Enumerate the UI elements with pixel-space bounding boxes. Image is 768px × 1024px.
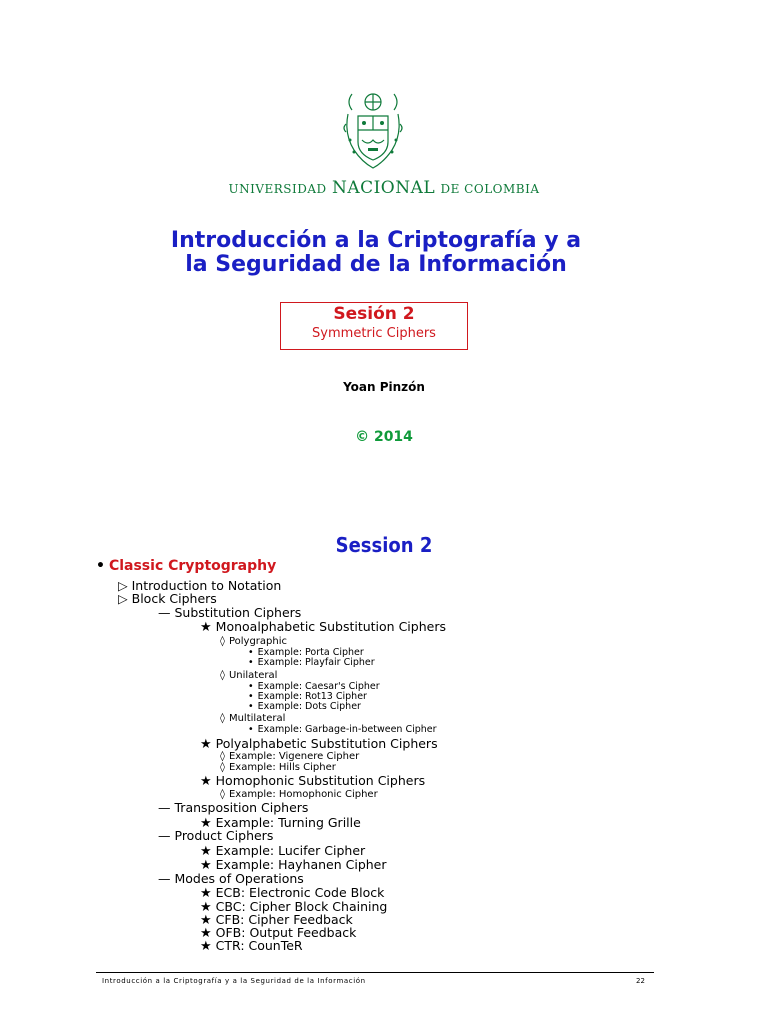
- session-label: Sesión 2: [333, 304, 415, 324]
- outline-item-text: Polyalphabetic Substitution Ciphers: [215, 736, 438, 751]
- session-heading: Session 2: [335, 533, 433, 557]
- outline-item-text: Introduction to Notation: [131, 578, 282, 593]
- outline-bullet-icon: ◊: [220, 713, 225, 724]
- university-suffix: DE COLOMBIA: [440, 182, 540, 196]
- copyright-symbol: ©: [355, 429, 370, 445]
- outline-item-text: Substitution Ciphers: [174, 605, 302, 620]
- outline-item-text: Example: Playfair Cipher: [257, 657, 375, 668]
- presentation-title-line2: la Seguridad de la Información: [185, 252, 567, 277]
- presentation-title-line1: Introducción a la Criptografía y a: [170, 228, 582, 253]
- outline-bullet-icon: ▷: [118, 578, 128, 593]
- outline-bullet-icon: ★: [200, 620, 212, 635]
- outline-item-level-2: [158, 605, 301, 620]
- outline-bullet-icon: •: [248, 691, 254, 702]
- outline-bullet-icon: ◊: [220, 636, 225, 647]
- outline-bullet-icon: ★: [200, 939, 212, 954]
- outline-item-text: Example: Porta Cipher: [257, 647, 364, 658]
- outline-item-level-4: [220, 670, 277, 681]
- outline-item-text: CTR: CounTeR: [215, 938, 303, 953]
- university-prefix: UNIVERSIDAD: [228, 182, 327, 196]
- outline-bullet-icon: •: [248, 647, 254, 658]
- university-crest-logo: [340, 84, 406, 174]
- outline-bullet-icon: ▷: [118, 591, 128, 606]
- outline-bullet-icon: —: [158, 605, 171, 620]
- outline-item-level-3: [200, 619, 446, 635]
- outline-item-text: Transposition Ciphers: [174, 800, 309, 815]
- outline-bullet-icon: ◊: [220, 789, 225, 800]
- outline-bullet-icon: ★: [200, 774, 212, 789]
- outline-item-level-4: [220, 636, 287, 647]
- footer-title: Introducción a la Criptografía y a la Seguridad de la Información: [102, 977, 366, 985]
- session-box: [280, 302, 468, 350]
- outline-item-text: Example: Dots Cipher: [257, 701, 361, 712]
- session-subtitle: Symmetric Ciphers: [312, 326, 436, 341]
- outline-bullet-icon: ★: [200, 913, 212, 928]
- outline-bullet-icon: ★: [200, 737, 212, 752]
- outline-bullet-icon: ★: [200, 926, 212, 941]
- outline-item-text: Product Ciphers: [174, 828, 274, 843]
- university-name: [0, 178, 768, 198]
- outline-item-text: Example: Hayhanen Cipher: [215, 857, 387, 872]
- outline-item-text: Example: Garbage-in-between Cipher: [257, 724, 437, 735]
- outline-item-text: Example: Vigenere Cipher: [228, 751, 360, 762]
- outline-item-level-1: [118, 591, 217, 606]
- outline-item-text: Example: Rot13 Cipher: [257, 691, 367, 702]
- outline-bullet-icon: ◊: [220, 751, 225, 762]
- outline-item-text: Example: Lucifer Cipher: [215, 843, 366, 858]
- outline-item-text: Unilateral: [228, 670, 278, 681]
- copyright-year: 2014: [373, 429, 413, 445]
- outline-item-level-5: [248, 724, 437, 735]
- outline-item-text: Example: Hills Cipher: [228, 762, 336, 773]
- outline-item-level-5: [248, 657, 375, 668]
- outline-item-level-4: [220, 789, 378, 800]
- outline-bullet-icon: —: [158, 828, 171, 843]
- outline-bullet-icon: ★: [200, 816, 212, 831]
- outline-item-text: ECB: Electronic Code Block: [215, 885, 385, 900]
- author-name: Yoan Pinzón: [343, 380, 425, 394]
- outline-bullet-icon: —: [158, 800, 171, 815]
- outline-bullet-icon: ★: [200, 900, 212, 915]
- outline-item-text: Multilateral: [228, 713, 286, 724]
- page-number: 22: [636, 977, 645, 985]
- outline-item-level-5: [248, 701, 361, 712]
- outline-item-level-0: [96, 558, 276, 574]
- outline-bullet-icon: —: [158, 871, 171, 886]
- outline-item-level-2: [158, 871, 304, 886]
- outline-item-text: Polygraphic: [228, 636, 287, 647]
- outline-bullet-icon: •: [248, 681, 254, 692]
- outline-item-text: Monoalphabetic Substitution Ciphers: [215, 619, 446, 634]
- copyright: [0, 429, 768, 445]
- outline-item-text: Example: Caesar's Cipher: [257, 681, 380, 692]
- outline-item-level-4: [220, 751, 359, 762]
- university-main-name: NACIONAL: [331, 178, 436, 198]
- outline-bullet-icon: •: [248, 724, 254, 735]
- outline-item-level-3: [200, 938, 303, 954]
- outline-item-text: Block Ciphers: [131, 591, 217, 606]
- outline-item-text: CBC: Cipher Block Chaining: [215, 899, 388, 914]
- outline-bullet-icon: ◊: [220, 762, 225, 773]
- outline-bullet-icon: ◊: [220, 670, 225, 681]
- outline-item-level-3: [200, 773, 425, 789]
- outline-item-level-3: [200, 736, 438, 752]
- outline-bullet-icon: ★: [200, 858, 212, 873]
- outline-item-text: Example: Homophonic Cipher: [228, 789, 378, 800]
- outline-item-text: Homophonic Substitution Ciphers: [215, 773, 426, 788]
- outline-item-text: Classic Cryptography: [108, 558, 277, 574]
- outline-item-text: Example: Turning Grille: [215, 815, 361, 830]
- outline-item-level-4: [220, 713, 285, 724]
- outline-item-text: CFB: Cipher Feedback: [215, 912, 353, 927]
- outline-item-text: OFB: Output Feedback: [215, 925, 357, 940]
- outline-bullet-icon: ★: [200, 886, 212, 901]
- outline-item-level-2: [158, 800, 308, 815]
- outline-bullet-icon: •: [248, 701, 254, 712]
- outline-item-level-2: [158, 828, 273, 843]
- footer-divider: [96, 972, 654, 973]
- outline-item-level-4: [220, 762, 336, 773]
- outline-bullet-icon: •: [96, 558, 105, 574]
- outline-bullet-icon: ★: [200, 844, 212, 859]
- outline-item-text: Modes of Operations: [174, 871, 304, 886]
- outline-bullet-icon: •: [248, 657, 254, 668]
